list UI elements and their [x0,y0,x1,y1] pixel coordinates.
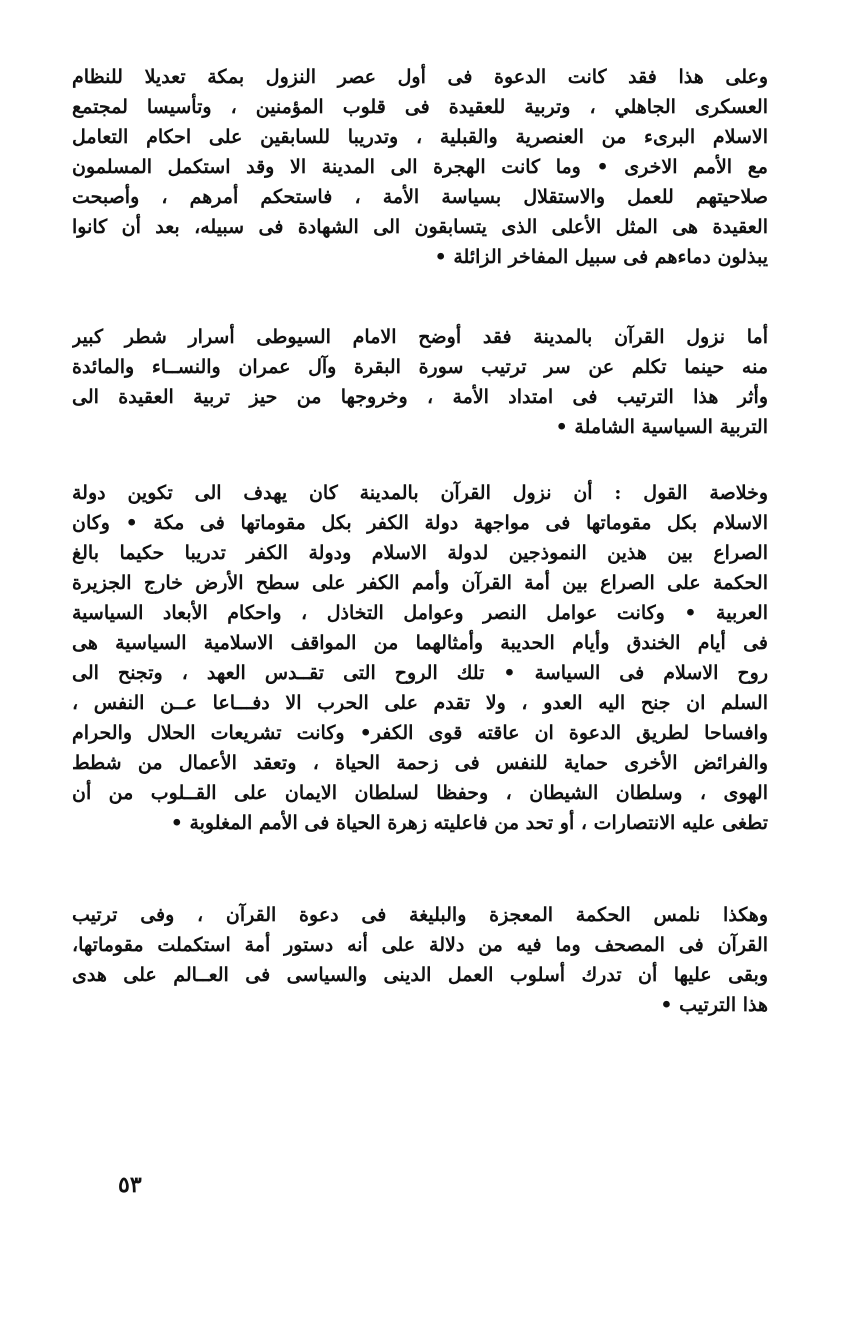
text-line: هذا الترتيب • [660,994,768,1016]
text-line: وعلى هذا فقد كانت الدعوة فى أول عصر النزول بمكة تعديلا للنظام [72,66,768,88]
text-line: روح الاسلام فى السياسة • تلك الروح التى تقــدس العهد ، وتجنح الى [72,662,768,684]
text-line: صلاحيتهم للعمل والاستقلال بسياسة الأمة ، فاستحكم أمرهم ، وأصبحت [72,186,768,208]
text-line: الاسلام بكل مقوماتها فى مواجهة دولة الكفر بكل مقوماتها فى مكة • وكان [72,512,768,534]
text-line: الاسلام البرىء من العنصرية والقبلية ، وتدريبا للسابقين على احكام التعامل [72,126,768,148]
paragraph-1 [72,62,768,272]
text-line: تطغى عليه الانتصارات ، أو تحد من فاعليته زهرة الحياة فى الأمم المغلوبة • [170,812,768,834]
text-line: الهوى ، وسلطان الشيطان ، وحفظا لسلطان الايمان على القــلوب من أن [72,782,768,804]
text-line: التربية السياسية الشاملة • [555,416,768,438]
text-line: السلم ان جنح اليه العدو ، ولا تقدم على الحرب الا دفـــاعا عــن النفس ، [72,692,768,714]
text-line: وبقى عليها أن تدرك أسلوب العمل الدينى والسياسى فى العــالم على هدى [72,964,768,986]
text-line: أما نزول القرآن بالمدينة فقد أوضح الامام السيوطى أسرار شطر كبير [72,326,768,348]
text-line: العسكرى الجاهلي ، وتربية للعقيدة فى قلوب المؤمنين ، وتأسيسا لمجتمع [72,96,768,118]
text-line: القرآن فى المصحف وما فيه من دلالة على أنه دستور أمة استكملت مقوماتها، [72,934,768,956]
page-number: ٥٣ [118,1172,142,1198]
text-line: الحكمة على الصراع بين أمة القرآن وأمم الكفر على سطح الأرض خارج الجزيرة [72,572,768,594]
text-line: وهكذا نلمس الحكمة المعجزة والبليغة فى دعوة القرآن ، وفى ترتيب [72,904,768,926]
text-line: العقيدة هى المثل الأعلى الذى يتسابقون الى الشهادة فى سبيله، بعد أن كانوا [72,216,768,238]
text-line: يبذلون دماءهم فى سبيل المفاخر الزائلة • [434,246,768,268]
text-line: والفرائض الأخرى حماية للنفس فى زحمة الحياة ، وتعقد الأعمال من شطط [72,752,768,774]
text-line: وافساحا لطريق الدعوة ان عاقته قوى الكفر• وكانت تشريعات الحلال والحرام [72,722,768,744]
text-line: فى أيام الخندق وأيام الحديبة وأمثالهما من المواقف الاسلامية السياسية هى [72,632,768,654]
text-line: منه حينما تكلم عن سر ترتيب سورة البقرة وآل عمران والنســاء والمائدة [72,356,768,378]
text-line: وأثر هذا الترتيب فى امتداد الأمة ، وخروجها من حيز تربية العقيدة الى [72,386,768,408]
paragraph-2 [72,322,768,442]
text-line: وخلاصة القول : أن نزول القرآن بالمدينة كان يهدف الى تكوين دولة [72,482,768,504]
text-line: الصراع بين هذين النموذجين لدولة الاسلام ودولة الكفر تدريبا حكيما بالغ [72,542,768,564]
text-line: مع الأمم الاخرى • وما كانت الهجرة الى المدينة الا وقد استكمل المسلمون [72,156,768,178]
paragraph-4 [72,900,768,1020]
paragraph-3 [72,478,768,838]
text-line: العربية • وكانت عوامل النصر وعوامل التخاذل ، واحكام الأبعاد السياسية [72,602,768,624]
